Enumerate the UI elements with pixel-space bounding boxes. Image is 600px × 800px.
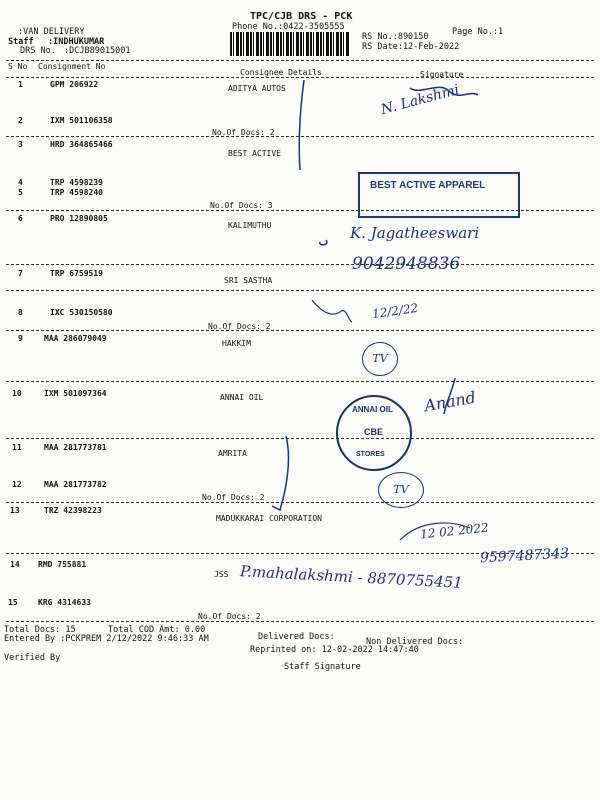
handwritten-receiver-jss: P.mahalakshmi - 8870755451 — [239, 562, 464, 592]
handwritten-receiver-phone: 9042948836 — [352, 254, 461, 274]
page-title: TPC/CJB DRS - PCK — [250, 11, 353, 22]
row-consignment: MAA 281773781 — [44, 443, 107, 452]
receipt-stamp: TV — [378, 472, 424, 508]
row-consignment: HRD 364865466 — [50, 140, 113, 149]
handwritten-receiver-name: K. Jagatheeswari — [350, 224, 480, 242]
row-consignee: AMRITA — [218, 449, 247, 458]
row-sno: 9 — [18, 334, 23, 343]
col-consignment-no: Consignment No — [38, 62, 106, 71]
row-consignment: IXC 530150580 — [50, 308, 113, 317]
row-consignee: MADUKKARAI CORPORATION — [216, 514, 322, 523]
receipt-stamp: TV — [362, 342, 398, 376]
row-consignment: RMD 755881 — [38, 560, 87, 569]
staff-signature: Staff Signature — [284, 662, 361, 672]
row-sno: 11 — [12, 443, 22, 452]
staff-name: :INDHUKUMAR — [48, 37, 105, 47]
delivered-docs: Delivered Docs: — [258, 632, 335, 642]
row-consignment: IXM 501097364 — [44, 389, 107, 398]
col-consignee-details: Consignee Details — [240, 68, 322, 77]
row-consignee: KALIMUTHU — [228, 221, 272, 230]
row-consignment: TRP 6759519 — [50, 269, 103, 278]
row-sno: 13 — [10, 506, 20, 515]
seal-center-text: CBE — [364, 427, 384, 437]
row-consignment: MAA 286079049 — [44, 334, 107, 343]
total-cod-amount: Total COD Amt: 0.00 — [108, 625, 206, 635]
row-sno: 15 — [8, 598, 18, 607]
row-sno: 3 — [18, 140, 23, 149]
verified-by: Verified By — [4, 653, 61, 663]
row-docs: No.Of Docs: 2 — [198, 612, 261, 621]
rs-date: RS Date:12-Feb-2022 — [362, 42, 460, 52]
page-number: Page No.:1 — [452, 27, 504, 37]
row-sno: 10 — [12, 389, 22, 398]
row-consignment: IXM 501106358 — [50, 116, 113, 125]
handwritten-date: 12/2/22 — [371, 300, 420, 322]
staff-label: Staff — [8, 37, 34, 47]
drs-no-value: :DCJB89015001 — [64, 46, 131, 56]
row-consignment: TRZ 42398223 — [44, 506, 102, 515]
row-consignee: HAKKIM — [222, 339, 251, 348]
row-sno: 12 — [12, 480, 22, 489]
row-sno: 7 — [18, 269, 23, 278]
row-consignee: SRI SASTHA — [224, 276, 273, 285]
row-sno: 5 — [18, 188, 23, 197]
row-docs: No.Of Docs: 2 — [202, 493, 265, 502]
handwritten-phone: 9597487343 — [479, 545, 570, 567]
row-consignment: TRP 4598240 — [50, 188, 103, 197]
row-consignment: KRG 4314633 — [38, 598, 91, 607]
drs-no-label: DRS No. — [20, 46, 56, 56]
row-sno: 14 — [10, 560, 20, 569]
reprinted-on: Reprinted on: 12-02-2022 14:47:40 — [250, 645, 419, 655]
seal-bottom-text: STORES — [356, 451, 385, 458]
annai-oil-seal — [336, 395, 412, 471]
row-docs: No.Of Docs: 2 — [212, 128, 275, 137]
row-consignment: TRP 4598239 — [50, 178, 103, 187]
non-delivered-docs: Non Delivered Docs: — [366, 637, 464, 647]
row-sno: 4 — [18, 178, 23, 187]
row-consignment: PRO 12890805 — [50, 214, 108, 223]
total-docs: Total Docs: 15 — [4, 625, 76, 635]
company-stamp — [358, 172, 520, 218]
company-stamp-text: BEST ACTIVE APPAREL — [370, 180, 486, 191]
row-consignee: BEST ACTIVE — [228, 149, 281, 158]
phone-number: Phone No.:0422-3505555 — [232, 22, 345, 32]
row-consignee: ADITYA AUTOS — [228, 84, 286, 93]
row-sno: 8 — [18, 308, 23, 317]
handwritten-date: 12 02 2022 — [419, 520, 490, 542]
row-consignee: ANNAI OIL — [220, 393, 264, 402]
row-docs: No.Of Docs: 3 — [210, 201, 273, 210]
entered-by: Entered By :PCKPREM 2/12/2022 9:46:33 AM — [4, 634, 209, 644]
col-s-no: S No — [8, 62, 28, 71]
row-sno: 2 — [18, 116, 23, 125]
seal-top-text: ANNAI OIL — [352, 405, 393, 414]
col-signature: Signature — [420, 70, 464, 79]
signature-row-1: N. Lakshmi — [379, 81, 462, 119]
row-consignment: GPM 206922 — [50, 80, 99, 89]
row-sno: 6 — [18, 214, 23, 223]
row-consignee: JSS — [214, 570, 229, 579]
row-docs: No.Of Docs: 2 — [208, 322, 271, 331]
rs-number: RS No.:890150 — [362, 32, 429, 42]
van-delivery-label: :VAN DELIVERY — [18, 27, 85, 37]
signature-annai-oil: Anand — [422, 387, 478, 416]
row-sno: 1 — [18, 80, 23, 89]
row-consignment: MAA 281773782 — [44, 480, 107, 489]
